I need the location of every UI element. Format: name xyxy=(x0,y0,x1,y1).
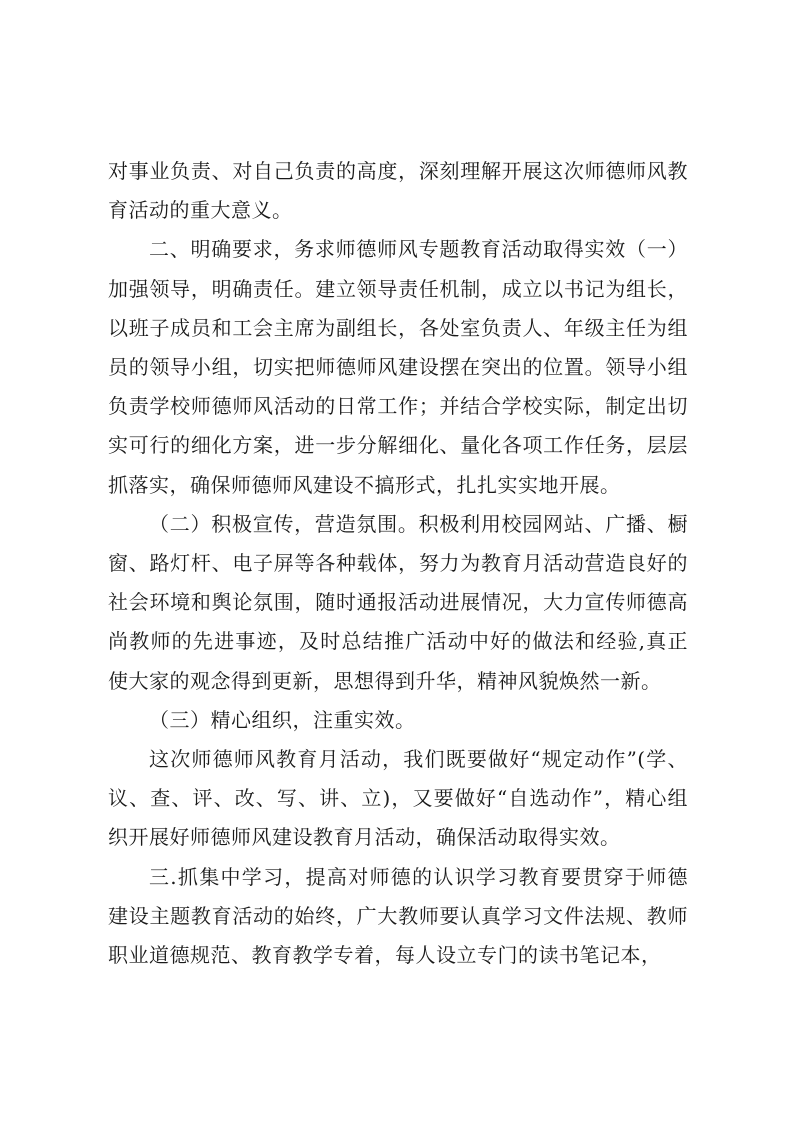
paragraph-education-month: 这次师德师风教育月活动，我们既要做好“规定动作”(学、议、查、评、改、写、讲、立)，又要做好“自选动作”，精心组织开展好师德师风建设教育月活动，确保活动取得实效。 xyxy=(108,747,688,850)
document-body xyxy=(108,152,688,975)
paragraph-section-three: 三.抓集中学习，提高对师德的认识学习教育要贯穿于师德建设主题教育活动的始终，广大教师要认真学习文件法规、教师职业道德规范、教育教学专着，每人设立专门的读书笔记本， xyxy=(108,864,688,968)
paragraph-organize-heading: （三）精心组织，注重实效。 xyxy=(149,707,416,732)
paragraph-continuation: 对事业负责、对自己负责的高度，深刻理解开展这次师德师风教育活动的重大意义。 xyxy=(108,159,688,223)
paragraph-publicity: （二）积极宣传，营造氛围。积极利用校园网站、广播、橱窗、路灯杆、电子屏等各种载体，努力为教育月活动营造良好的社会环境和舆论氛围，随时通报活动进展情况，大力宣传师德高尚教师的先进事迹，及时总结推广活动中好的做法和经验,真正使大家的观念得到更新，思想得到升华，精神风貌焕然一新。 xyxy=(108,511,688,693)
paragraph-section-two: 二、明确要求，务求师德师风专题教育活动取得实效（一）加强领导，明确责任。建立领导责任机制，成立以书记为组长，以班子成员和工会主席为副组长，各处室负责人、年级主任为组员的领导小组，切实把师德师风建设摆在突出的位置。领导小组负责学校师德师风活动的日常工作；并结合学校实际，制定出切实可行的细化方案，进一步分解细化、量化各项工作任务，层层抓落实，确保师德师风建设不搞形式，扎扎实实地开展。 xyxy=(108,237,688,497)
